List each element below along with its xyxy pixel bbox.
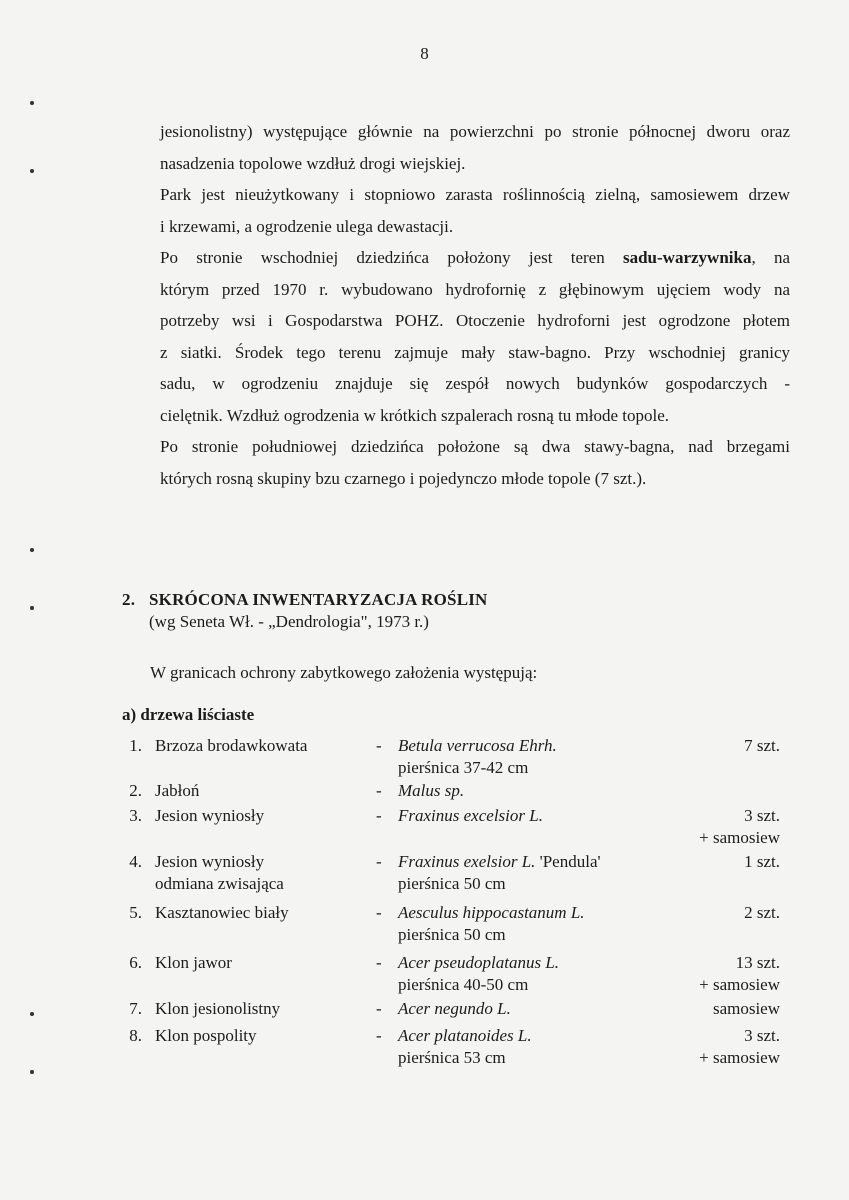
quantity	[713, 998, 780, 1020]
dbh-detail: pierśnica 53 cm	[398, 1048, 506, 1067]
dash: -	[376, 852, 382, 871]
plant-list	[120, 735, 780, 1071]
dash: -	[376, 999, 382, 1018]
paragraph-4	[160, 431, 790, 494]
text-line: którym przed 1970 r. wybudowano hydrofornię z głębinowym ujęciem wody na	[160, 279, 790, 299]
item-number: 7.	[129, 999, 142, 1018]
dbh-detail: pierśnica 50 cm	[398, 874, 506, 893]
text-line: jesionolistny) występujące głównie na powierzchni po stronie północnej dworu oraz	[160, 122, 790, 141]
item-number: 8.	[129, 1026, 142, 1045]
item-number: 1.	[129, 736, 142, 755]
dbh-detail: pierśnica 37-42 cm	[398, 758, 529, 777]
paragraph-3	[160, 242, 790, 431]
text-line: cielętnik. Wzdłuż ogrodzenia w krótkich szpalerach rosną tu młode topole.	[160, 405, 670, 425]
qty-line: 7 szt.	[744, 736, 780, 755]
text-line: których rosną skupiny bzu czarnego i pojedynczo młode topole (7 szt.).	[160, 468, 647, 488]
latin-block	[398, 902, 585, 946]
text-run: , na	[751, 248, 791, 267]
list-item	[120, 780, 780, 805]
qty-line: + samosiew	[699, 975, 780, 994]
text-line: i krzewami, a ogrodzenie ulega dewastacji.	[160, 216, 454, 236]
common-name: Jesion wyniosły	[155, 806, 265, 825]
quantity	[744, 851, 780, 873]
latin-block	[398, 735, 557, 779]
quantity	[699, 1025, 780, 1069]
qty-line: + samosiew	[699, 1048, 780, 1067]
qty-line: 3 szt.	[744, 1026, 780, 1045]
section-number: 2.	[122, 590, 136, 609]
common-name: Brzoza brodawkowata	[155, 736, 308, 755]
list-item	[120, 805, 780, 851]
latin-name: Acer negundo L.	[398, 999, 511, 1018]
qty-line: 13 szt.	[735, 953, 780, 972]
scan-speck	[30, 101, 34, 105]
scan-speck	[30, 169, 34, 173]
section-source: (wg Seneta Wł. - „Dendrologia", 1973 r.)	[149, 612, 429, 631]
latin-block	[398, 952, 559, 996]
bold-term: sadu-warzywnika	[622, 248, 752, 267]
list-item	[120, 952, 780, 998]
qty-line: 3 szt.	[744, 806, 780, 825]
text-line: Po stronie południowej dziedzińca położone są dwa stawy-bagna, nad brzegami	[160, 437, 790, 456]
qty-line: 1 szt.	[744, 852, 780, 871]
quantity	[699, 805, 780, 849]
latin-block	[398, 851, 601, 895]
dash: -	[376, 953, 382, 972]
page-number: 8	[420, 44, 429, 63]
latin-block	[398, 998, 511, 1020]
text-line: potrzeby wsi i Gospodarstwa POHZ. Otoczenie hydroforni jest ogrodzone płotem	[160, 311, 790, 330]
item-number: 5.	[129, 903, 142, 922]
quantity	[699, 952, 780, 996]
common-name: Klon jesionolistny	[155, 999, 281, 1018]
section-title: SKRÓCONA INWENTARYZACJA ROŚLIN	[149, 590, 488, 609]
text-run: Po stronie wschodniej dziedzińca położony jest teren	[160, 248, 605, 267]
subheading: a) drzewa liściaste	[122, 705, 255, 724]
item-number: 6.	[129, 953, 142, 972]
quantity	[744, 735, 780, 757]
paragraph-2	[160, 179, 790, 242]
text-line: Park jest nieużytkowany i stopniowo zarasta roślinnością zielną, samosiewem drzew	[160, 185, 790, 204]
latin-name: Fraxinus excelsior L.	[398, 806, 543, 825]
scan-speck	[30, 1070, 34, 1074]
qty-line: + samosiew	[699, 828, 780, 847]
list-item	[120, 735, 780, 780]
dash: -	[376, 1026, 382, 1045]
latin-block	[398, 1025, 532, 1069]
latin-line	[398, 851, 601, 873]
list-item	[120, 902, 780, 952]
item-number: 4.	[129, 852, 142, 871]
common-name: Jabłoń	[155, 781, 200, 800]
item-number: 2.	[129, 781, 142, 800]
scan-speck	[30, 1012, 34, 1016]
dash: -	[376, 903, 382, 922]
dbh-detail: pierśnica 40-50 cm	[398, 975, 529, 994]
intro-text: W granicach ochrony zabytkowego założenia występują:	[150, 663, 538, 682]
common-name-block	[155, 851, 284, 895]
quantity	[744, 902, 780, 924]
common-name: Klon jawor	[155, 953, 232, 972]
text-line	[160, 242, 790, 274]
text-line: nasadzenia topolowe wzdłuż drogi wiejskiej.	[160, 153, 466, 173]
latin-name: Acer pseudoplatanus L.	[398, 953, 560, 972]
latin-block	[398, 780, 464, 802]
scan-speck	[30, 606, 34, 610]
section-heading	[122, 590, 782, 610]
variety-name: odmiana zwisająca	[155, 874, 284, 893]
paragraph-1	[160, 116, 790, 179]
latin-name: Malus sp.	[398, 781, 465, 800]
list-item	[120, 1025, 780, 1071]
dash: -	[376, 736, 382, 755]
dash: -	[376, 806, 382, 825]
dbh-detail: pierśnica 50 cm	[398, 925, 506, 944]
common-name: Klon pospolity	[155, 1026, 257, 1045]
common-name: Jesion wyniosły	[155, 852, 265, 871]
list-item	[120, 851, 780, 902]
latin-name: Fraxinus exelsior L.	[398, 852, 536, 871]
qty-line: 2 szt.	[744, 903, 780, 922]
latin-name: Acer platanoides L.	[398, 1026, 532, 1045]
body-text	[160, 116, 790, 494]
item-number: 3.	[129, 806, 142, 825]
section-heading-block	[122, 590, 782, 632]
latin-name: Aesculus hippocastanum L.	[398, 903, 585, 922]
latin-block	[398, 805, 543, 827]
common-name: Kasztanowiec biały	[155, 903, 289, 922]
dash: -	[376, 781, 382, 800]
cultivar-name: 'Pendula'	[539, 852, 601, 871]
text-line: sadu, w ogrodzeniu znajduje się zespół nowych budynków gospodarczych -	[160, 374, 790, 393]
scan-speck	[30, 548, 34, 552]
qty-line: samosiew	[712, 999, 780, 1018]
latin-name: Betula verrucosa Ehrh.	[398, 736, 557, 755]
list-item	[120, 998, 780, 1025]
text-line: z siatki. Środek tego terenu zajmuje mały staw-bagno. Przy wschodniej granicy	[160, 342, 790, 362]
